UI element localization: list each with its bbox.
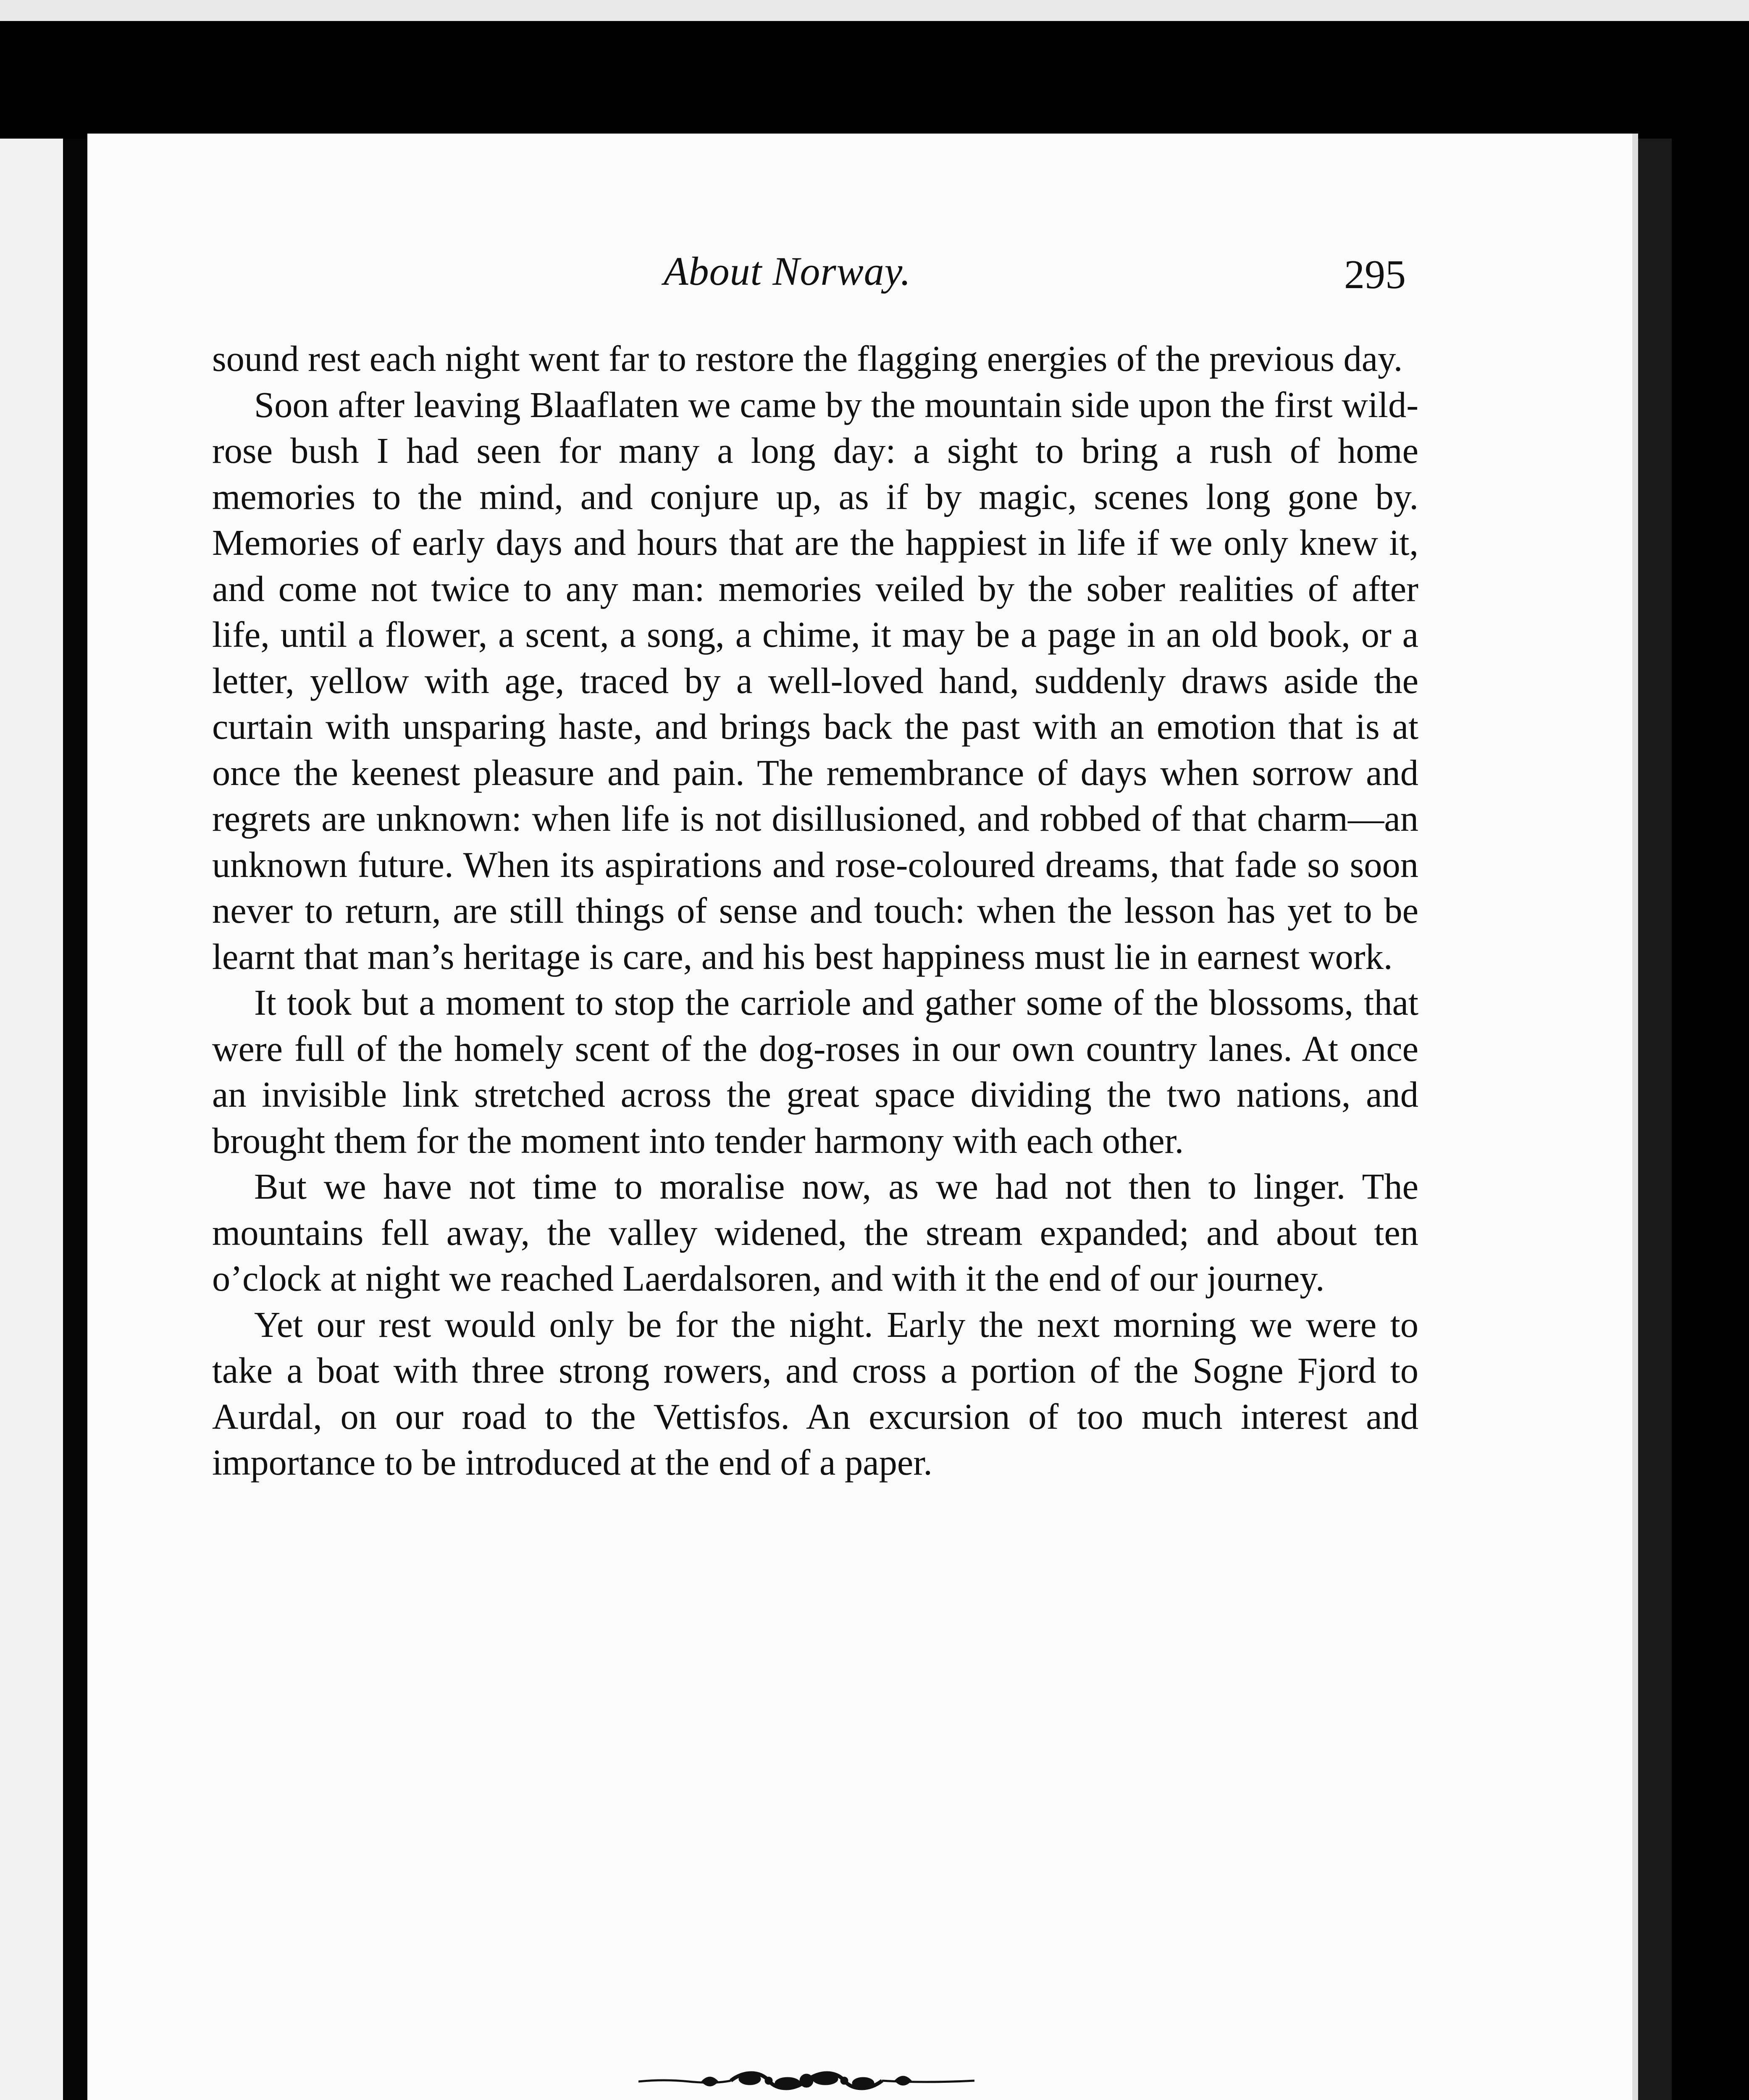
- page-right-edge: [1638, 139, 1672, 2100]
- body-text: [212, 336, 1418, 1486]
- book-spine-shadow: [63, 139, 87, 2100]
- paragraph-rest: Yet our rest would only be for the night. Early the next morning we were to take a boat with three strong rowers, and cross a portion of the Sogne Fjord to Aurdal, on our road to the Vettisfos. An excursion of too much interest and importance to be introduced at the end of a paper.: [212, 1304, 1418, 1483]
- paragraph-wild-rose: Soon after leaving Blaaflaten we came by the mountain side upon the first wild-rose bush I had seen for many a long day: a sight to bring a rush of home memories to the mind, and conjure up, as if by magic, scenes long gone by. Memories of early days and hours that are the happiest in life if we only knew it, and come not twice to any man: memories veiled by the sober realities of after life, until a flower, a scent, a song, a chime, it may be a page in an old book, or a letter, yellow with age, traced by a well-loved hand, suddenly draws aside the curtain with unsparing haste, and brings back the past with an emotion that is at once the keenest pleasure and pain. The remembrance of days when sorrow and regrets are unknown: when life is not disillusioned, and robbed of that charm—an unknown future. When its aspirations and rose-coloured dreams, that fade so soon never to return, are still things of sense and touch: when the lesson has yet to be learnt that man’s heritage is care, and his best happiness must lie in earnest work.: [212, 384, 1418, 977]
- running-head: About Norway.: [664, 249, 911, 294]
- adjacent-page-edge: [0, 139, 63, 2100]
- paragraph-continued: sound rest each night went far to restore the flagging energies of the previous day.: [212, 339, 1403, 379]
- paragraph-carriole: It took but a moment to stop the carriole and gather some of the blossoms, that were full of the homely scent of the dog-roses in our own country lanes. At once an invisible link stretched across the great space dividing the two nations, and brought them for the moment into tender harmony with each other.: [212, 982, 1418, 1161]
- page-number: 295: [1344, 252, 1406, 297]
- scan-top-edge: [0, 0, 1749, 21]
- vine-ornament-icon: [638, 2066, 974, 2096]
- paragraph-moralise: But we have not time to moralise now, as we had not then to linger. The mountains fell away, the valley widened, the stream expanded; and about ten o’clock at night we reached Laerdalsoren, and with it the end of our journey.: [212, 1166, 1418, 1299]
